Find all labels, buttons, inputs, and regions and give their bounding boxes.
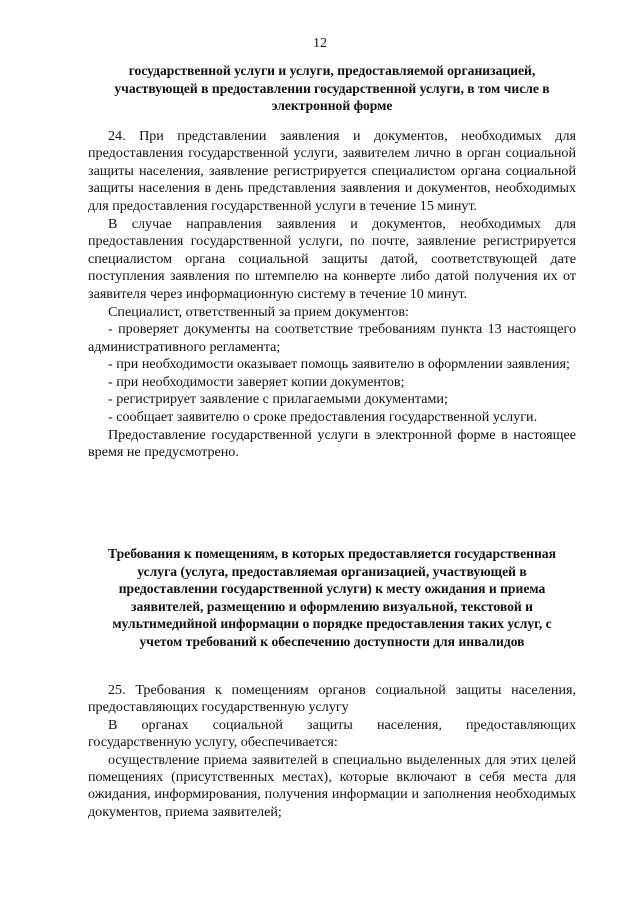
section-24-body [88,128,576,462]
paragraph: В органах социальной защиты населения, предоставляющих государственную услугу, обеспечивается: [88,716,576,751]
paragraph: Предоставление государственной услуги в электронной форме в настоящее время не предусмотрено. [88,426,576,461]
page-number: 12 [313,36,327,51]
list-item: - при необходимости оказывает помощь заявителю в оформлении заявления; [108,356,570,373]
paragraph: осуществление приема заявителей в специально выделенных для этих целей помещениях (присутственных местах), которые включают в себя места для ожидания, информирования, получения информации и заполнения необходимых документов, приема заявителей; [88,751,576,820]
paragraph: Специалист, ответственный за прием документов: [108,304,409,321]
paragraph: В случае направления заявления и документов, необходимых для предоставления государственной услуги, по почте, заявление регистрируется специалистом органа социальной защиты датой, соответствующей дате поступления заявления по штемпелю на конверте либо датой получения их от заявителя через информационную систему в течение 10 минут. [88,216,576,302]
paragraph: 24. При представлении заявления и документов, необходимых для предоставления государственной услуги, заявителем лично в орган социальной защиты населения, заявление регистрируется специалистом органа социальной защиты населения в день представления заявления и документов, необходимых для предоставления государственной услуги в течение 15 минут. [88,128,576,214]
paragraph: 25. Требования к помещениям органов социальной защиты населения, предоставляющих государственную услугу [88,682,576,716]
list-item: - сообщает заявителю о сроке предоставления государственной услуги. [108,408,538,425]
section-25-body [88,682,576,821]
section-heading-premises: Требования к помещениям, в которых предоставляется государственная услуга (услуга, предоставляемая организацией, участвующей в предоставлении государственной услуги) к месту ожидания и приема заявителей, размещению и оформлению визуальной, текстовой и мультимедийной информации о порядке предоставления таких услуг, с учетом требований к обеспечению доступности для инвалидов [108,546,556,649]
section-heading-continued: государственной услуги и услуги, предоставляемой организацией, участвующей в предоставлении государственной услуги, в том числе в электронной форме [114,63,550,113]
list-item: - проверяет документы на соответствие требованиям пункта 13 настоящего административного регламента; [88,321,576,355]
list-item: - при необходимости заверяет копии документов; [108,373,405,390]
list-item: - регистрирует заявление с прилагаемыми документами; [108,391,448,408]
